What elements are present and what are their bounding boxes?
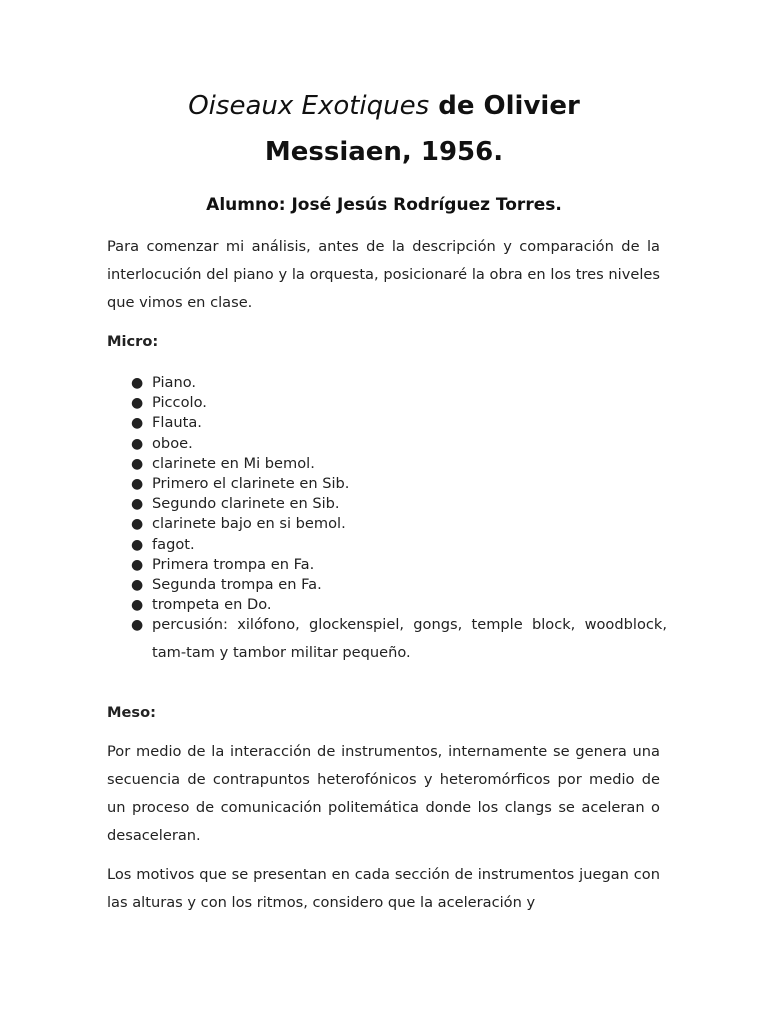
bullet-icon: ● — [131, 496, 144, 513]
title-work-name: Oiseaux Exotiques — [188, 91, 430, 121]
bullet-icon: ● — [131, 375, 144, 391]
document-title-line1 — [0, 90, 768, 122]
bullet-icon: ● — [131, 556, 144, 573]
list-item: ● clarinete bajo en si bemol. — [107, 514, 667, 534]
meso-paragraph-2: Los motivos que se presentan en cada sección de instrumentos juegan con las alturas y con los ritmos, considero que la aceleración y — [107, 866, 660, 911]
bullet-icon: ● — [131, 516, 144, 533]
bullet-icon: ● — [131, 435, 144, 452]
list-item: ● Primera trompa en Fa. — [107, 555, 667, 575]
list-item: ● fagot. — [107, 535, 667, 555]
list-item: ● trompeta en Do. — [107, 595, 667, 615]
bullet-icon: ● — [131, 476, 144, 493]
list-item: ● Segunda trompa en Fa. — [107, 575, 667, 595]
author-line: Alumno: José Jesús Rodríguez Torres. — [206, 195, 562, 215]
bullet-icon: ● — [131, 617, 144, 634]
list-item: ● Segundo clarinete en Sib. — [107, 494, 667, 514]
bullet-icon: ● — [131, 395, 144, 412]
bullet-icon: ● — [131, 597, 144, 614]
meso-heading: Meso: — [107, 704, 156, 721]
list-item: ● percusión: xilófono, glockenspiel, gongs, temple block, woodblock, tam-tam y tambor militar pequeño. — [107, 611, 667, 667]
instrument-list — [107, 373, 667, 667]
list-item: ● Flauta. — [107, 413, 667, 433]
bullet-icon: ● — [131, 536, 144, 553]
list-item: ● Primero el clarinete en Sib. — [107, 474, 667, 494]
intro-paragraph: Para comenzar mi análisis, antes de la descripción y comparación de la interlocución del piano y la orquesta, posicionaré la obra en los tres niveles que vimos en clase. — [107, 238, 660, 311]
bullet-icon: ● — [131, 455, 144, 472]
list-item: ● Piccolo. — [107, 393, 667, 413]
micro-heading: Micro: — [107, 333, 159, 350]
list-item: ● Piano. — [107, 373, 667, 393]
list-item: ● clarinete en Mi bemol. — [107, 454, 667, 474]
document-title-line2: Messiaen, 1956. — [264, 137, 504, 167]
title-composer-part: de Olivier — [429, 91, 580, 121]
bullet-icon: ● — [131, 577, 144, 594]
meso-paragraph-1: Por medio de la interacción de instrumentos, internamente se genera una secuencia de contrapuntos heterofónicos y heteromórficos por medio de un proceso de comunicación politemática donde los clangs se aceleran o desaceleran. — [107, 743, 660, 844]
list-item: ● oboe. — [107, 434, 667, 454]
bullet-icon: ● — [131, 415, 144, 432]
